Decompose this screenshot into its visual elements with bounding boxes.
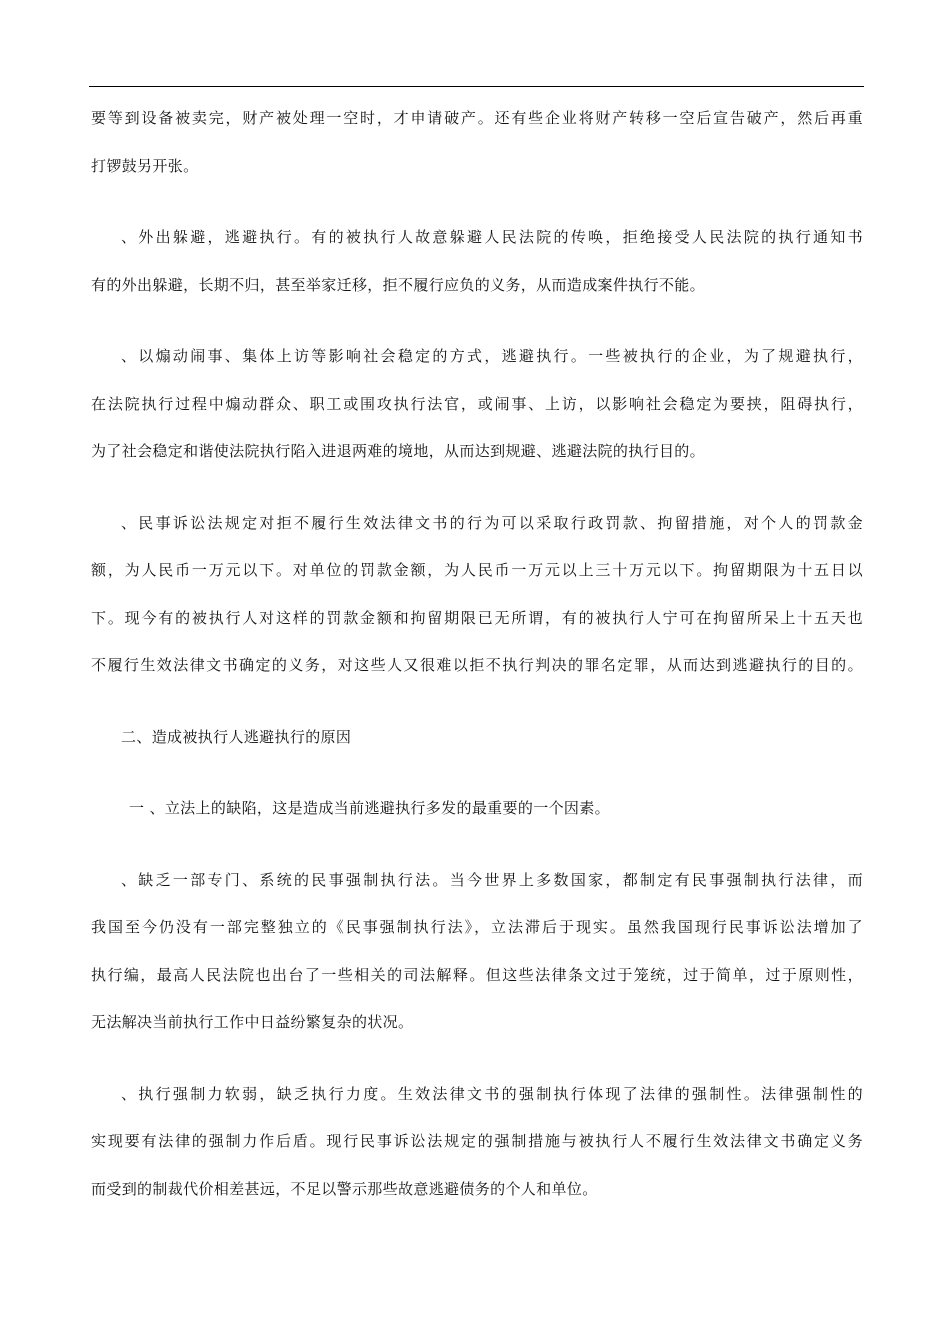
paragraph xyxy=(91,500,863,690)
paragraph-line: 实现要有法律的强制力作后盾。现行民事诉讼法规定的强制措施与被执行人不履行生效法律文书确定义务 xyxy=(91,1132,863,1151)
paragraph-line: 在法院执行过程中煽动群众、职工或围攻执行法官，或闹事、上访，以影响社会稳定为要挟，阻碍执行， xyxy=(91,394,863,413)
paragraph-line: 额，为人民币一万元以下。对单位的罚款金额，为人民币一万元以上三十万元以下。拘留期限为十五日以 xyxy=(91,561,863,580)
document-body xyxy=(91,95,863,1213)
paragraph-line: 而受到的制裁代价相差甚远，不足以警示那些故意逃避债务的个人和单位。 xyxy=(91,1179,598,1198)
paragraph-line: 、执行强制力软弱，缺乏执行力度。生效法律文书的强制执行体现了法律的强制性。法律强制性的 xyxy=(121,1084,863,1103)
paragraph xyxy=(91,857,863,1047)
paragraph xyxy=(91,333,863,476)
header-rule xyxy=(89,86,864,87)
paragraph-line: 下。现今有的被执行人对这样的罚款金额和拘留期限已无所谓，有的被执行人宁可在拘留所呆上十五天也 xyxy=(91,608,863,627)
paragraph-line: 不履行生效法律文书确定的义务，对这些人又很难以拒不执行判决的罪名定罪，从而达到逃避执行的目的。 xyxy=(91,656,863,675)
paragraph-line: 、以煽动闹事、集体上访等影响社会稳定的方式，逃避执行。一些被执行的企业，为了规避执行， xyxy=(121,346,863,365)
paragraph-line: 为了社会稳定和谐使法院执行陷入进退两难的境地，从而达到规避、逃避法院的执行目的。 xyxy=(91,442,706,461)
paragraph xyxy=(91,1071,863,1214)
paragraph-line: 、缺乏一部专门、系统的民事强制执行法。当今世界上多数国家，都制定有民事强制执行法律，而 xyxy=(121,870,863,889)
paragraph xyxy=(91,95,863,190)
section-heading xyxy=(91,714,863,762)
paragraph-line: 要等到设备被卖完，财产被处理一空时，才申请破产。还有些企业将财产转移一空后宣告破产，然后再重 xyxy=(91,109,863,127)
paragraph-line: 无法解决当前执行工作中日益纷繁复杂的状况。 xyxy=(91,1013,414,1032)
paragraph-line: 有的外出躲避，长期不归，甚至举家迁移，拒不履行应负的义务，从而造成案件执行不能。 xyxy=(91,275,706,294)
paragraph xyxy=(91,214,863,309)
paragraph-line: 、民事诉讼法规定对拒不履行生效法律文书的行为可以采取行政罚款、拘留措施，对个人的罚款金 xyxy=(121,513,863,532)
paragraph-line: 执行编，最高人民法院也出台了一些相关的司法解释。但这些法律条文过于笼统，过于简单，过于原则性， xyxy=(91,965,863,984)
subsection-heading xyxy=(91,785,863,833)
subsection-heading-text: 一 、立法上的缺陷，这是造成当前逃避执行多发的最重要的一个因素。 xyxy=(129,799,610,818)
paragraph-line: 、外出躲避，逃避执行。有的被执行人故意躲避人民法院的传唤，拒绝接受人民法院的执行通知书 xyxy=(121,227,863,246)
paragraph-line: 我国至今仍没有一部完整独立的《民事强制执行法》，立法滞后于现实。虽然我国现行民事诉讼法增加了 xyxy=(91,918,863,937)
paragraph-line: 打锣鼓另开张。 xyxy=(91,156,199,175)
section-heading-text: 二、造成被执行人逃避执行的原因 xyxy=(121,727,352,746)
